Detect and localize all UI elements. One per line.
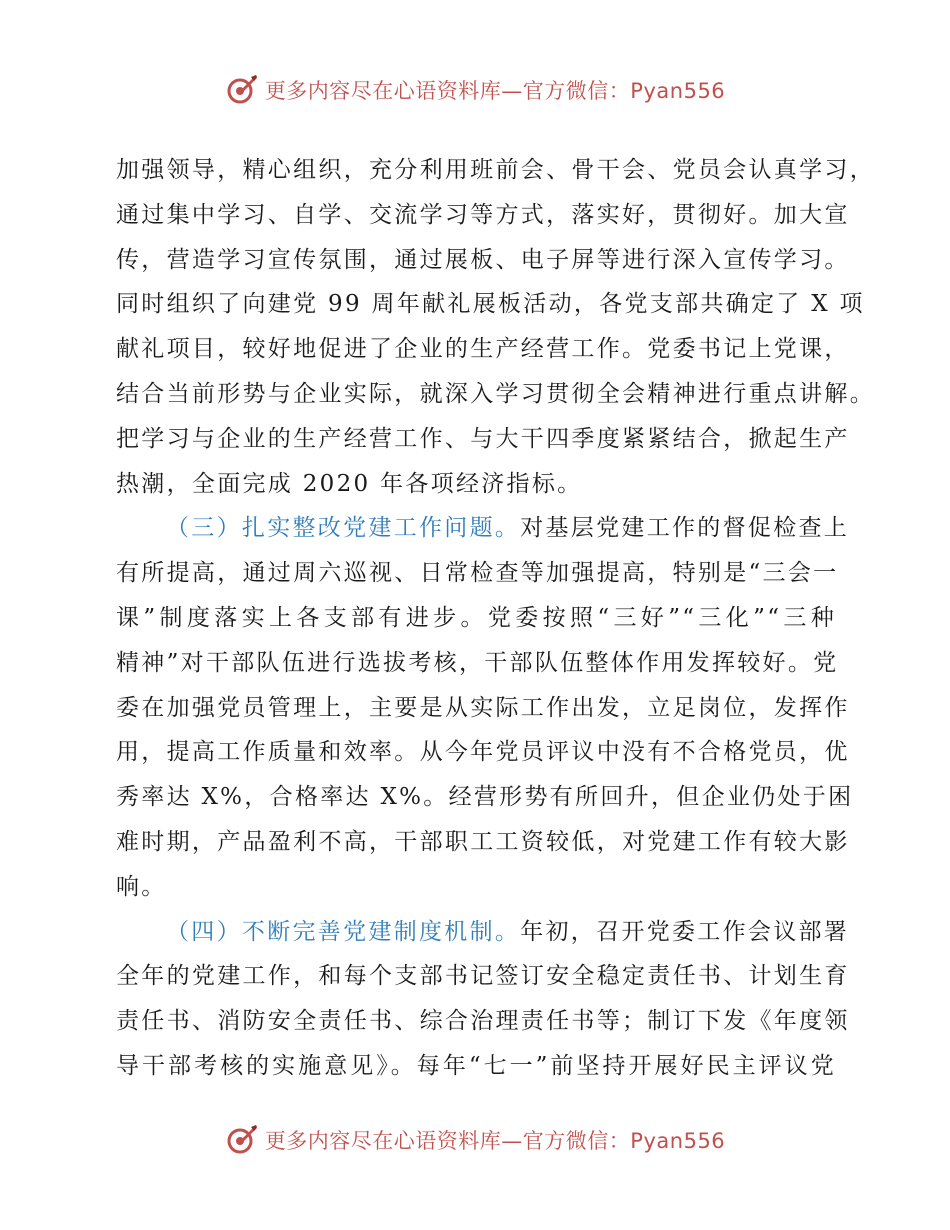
pen-logo-icon xyxy=(225,73,259,107)
text-line: 全年的党建工作，和每个支部书记签订安全稳定责任书、计划生育 xyxy=(116,963,850,990)
banner-text: 更多内容尽在心语资料库—官方微信：Pyan556 xyxy=(264,79,726,103)
section-4-heading: （四）不断完善党建制度机制。 xyxy=(166,918,521,945)
banner-text: 更多内容尽在心语资料库—官方微信：Pyan556 xyxy=(264,1129,726,1153)
footer-watermark-banner xyxy=(0,1120,950,1160)
section-4-first-line xyxy=(116,910,850,955)
text-line: 精神”对干部队伍进行选拔考核，干部队伍整体作用发挥较好。党 xyxy=(116,649,839,676)
text-line: 课”制度落实上各支部有进步。党委按照“三好”“三化”“三种 xyxy=(116,604,836,631)
text-line: 热潮，全面完成 2020 年各项经济指标。 xyxy=(116,470,583,497)
text-line: 委在加强党员管理上，主要是从实际工作出发，立足岗位，发挥作 xyxy=(116,694,850,721)
section-3-first-text: 对基层党建工作的督促检查上 xyxy=(520,515,850,542)
text-line: 献礼项目，较好地促进了企业的生产经营工作。党委书记上党课， xyxy=(116,336,850,363)
text-line: 难时期，产品盈利不高，干部职工工资较低，对党建工作有较大影 xyxy=(116,828,850,855)
text-line: 传，营造学习宣传氛围，通过展板、电子屏等进行深入宣传学习。 xyxy=(116,246,850,273)
text-line: 导干部考核的实施意见》。每年“七一”前坚持开展好民主评议党 xyxy=(116,1052,836,1079)
header-watermark-banner xyxy=(0,70,950,110)
pen-logo-icon xyxy=(225,1123,259,1157)
section-3-first-line xyxy=(116,506,850,551)
text-line: 响。 xyxy=(116,873,167,900)
document-body xyxy=(116,148,875,1089)
text-line: 把学习与企业的生产经营工作、与大干四季度紧紧结合，掀起生产 xyxy=(116,425,850,452)
text-line: 秀率达 X%，合格率达 X%。经营形势有所回升，但企业仍处于困 xyxy=(116,784,854,811)
text-line: 加强领导，精心组织，充分利用班前会、骨干会、党员会认真学习， xyxy=(116,157,875,183)
section-4-first-text: 年初，召开党委工作会议部署 xyxy=(520,918,850,945)
text-line: 责任书、消防安全责任书、综合治理责任书等；制订下发《年度领 xyxy=(116,1008,850,1035)
text-line: 结合当前形势与企业实际，就深入学习贯彻全会精神进行重点讲解。 xyxy=(116,380,875,407)
text-line: 同时组织了向建党 99 周年献礼展板活动，各党支部共确定了 X 项 xyxy=(116,291,865,318)
section-3-heading: （三）扎实整改党建工作问题。 xyxy=(166,515,521,542)
text-line: 用，提高工作质量和效率。从今年党员评议中没有不合格党员，优 xyxy=(116,739,850,766)
text-line: 通过集中学习、自学、交流学习等方式，落实好，贯彻好。加大宣 xyxy=(116,201,850,228)
text-line: 有所提高，通过周六巡视、日常检查等加强提高，特别是“三会一 xyxy=(116,560,839,587)
